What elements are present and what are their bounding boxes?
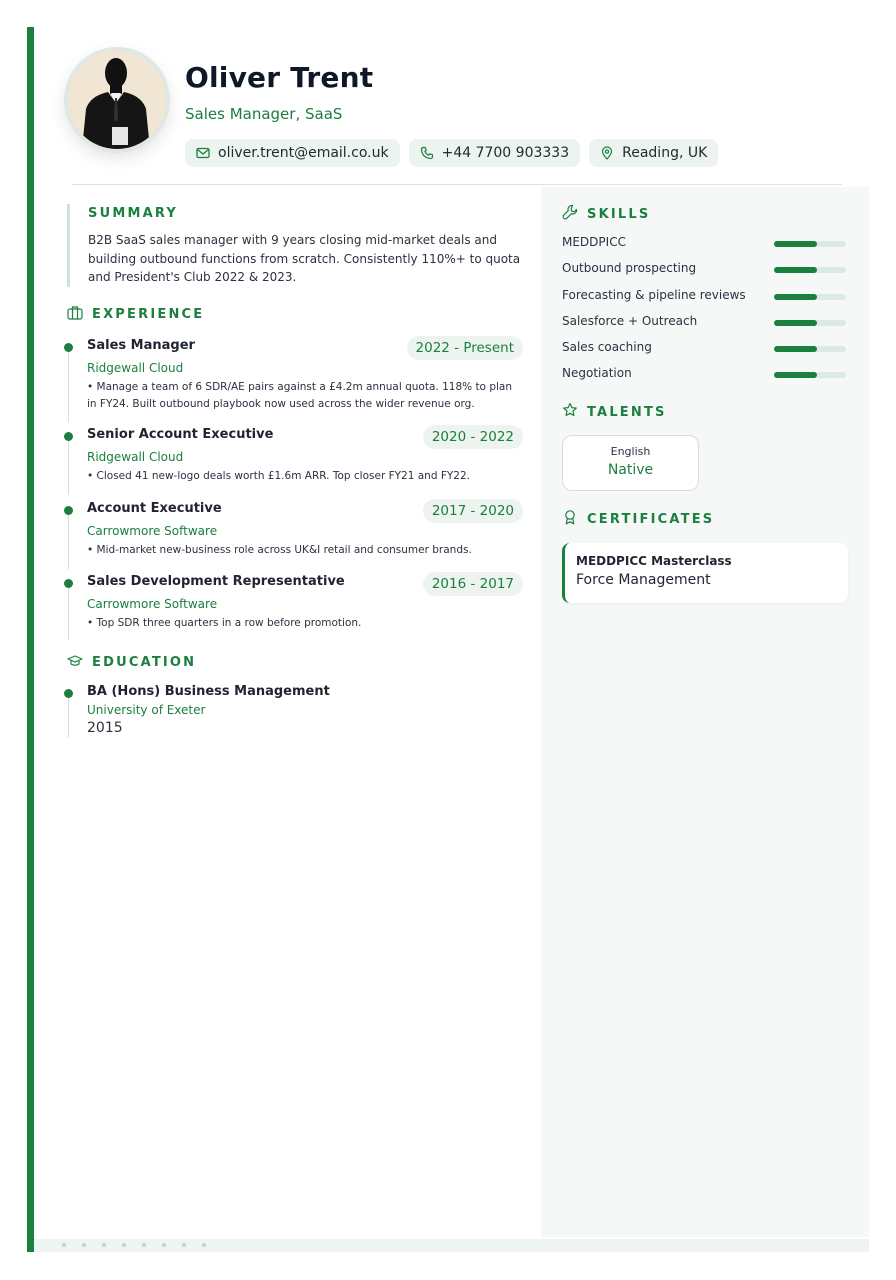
date-badge: 2022 - Present (407, 336, 523, 360)
language-level: Native (607, 462, 654, 478)
company-name: Ridgewall Cloud (87, 450, 184, 464)
mail-icon (196, 146, 210, 160)
skill-row (562, 314, 847, 340)
company-name: Ridgewall Cloud (87, 361, 184, 375)
degree-title: BA (Hons) Business Management (87, 684, 330, 699)
timeline-line (68, 511, 69, 569)
job-description: • Mid-market new-business role across UK&I retail and consumer brands. (87, 544, 472, 556)
skill-name: Outbound prospecting (562, 261, 697, 276)
phone-icon (420, 146, 434, 160)
job-role: Sales Manager, SaaS (185, 105, 343, 123)
skill-bar (774, 320, 846, 326)
skills-list (562, 235, 847, 393)
phone-text: +44 7700 903333 (441, 145, 570, 161)
timeline-dot (64, 432, 73, 441)
dot (102, 1243, 106, 1247)
school-name: University of Exeter (87, 703, 206, 717)
skill-name: MEDDPICC (562, 235, 626, 249)
dot (142, 1243, 146, 1247)
talents-heading (562, 402, 667, 422)
certificate-name: MEDDPICC Masterclass (576, 554, 732, 568)
timeline-dot (64, 579, 73, 588)
timeline-dot (64, 506, 73, 515)
job-title: Senior Account Executive (87, 427, 274, 442)
location-text: Reading, UK (622, 145, 708, 161)
skill-bar (774, 294, 846, 300)
education-timeline (63, 684, 523, 744)
education-title: EDUCATION (92, 655, 197, 670)
date-badge: 2016 - 2017 (423, 572, 523, 596)
skill-row (562, 340, 847, 366)
skill-bar (774, 267, 846, 273)
date-badge: 2017 - 2020 (423, 499, 523, 523)
job-description: • Top SDR three quarters in a row before promotion. (87, 617, 362, 629)
certificates-title: CERTIFICATES (587, 511, 715, 527)
dot (122, 1243, 126, 1247)
award-ribbon-icon (562, 509, 578, 529)
skill-bar-fill (774, 267, 817, 273)
timeline-dot (64, 343, 73, 352)
job-description: • Manage a team of 6 SDR/AE pairs against a £4.2m annual quota. 118% to plan in FY24. Built outbound playbook now used across the wider revenue org. (87, 381, 512, 410)
dot (202, 1243, 206, 1247)
header-divider (72, 184, 842, 185)
graduation-cap-icon (67, 653, 83, 672)
experience-title: EXPERIENCE (92, 307, 205, 322)
timeline-dot (64, 689, 73, 698)
skill-row (562, 366, 847, 392)
skill-bar (774, 241, 846, 247)
email-text: oliver.trent@email.co.uk (218, 145, 389, 161)
certificates-heading (562, 509, 714, 529)
briefcase-icon (67, 305, 83, 324)
language-name: English (610, 445, 651, 458)
certificate-issuer: Force Management (576, 572, 711, 588)
avatar (68, 51, 166, 149)
summary-heading: SUMMARY (88, 206, 178, 221)
dot (162, 1243, 166, 1247)
timeline-line (68, 584, 69, 640)
skill-row (562, 288, 847, 314)
experience-item (63, 338, 523, 427)
job-description: • Closed 41 new-logo deals worth £1.6m ARR. Top closer FY21 and FY22. (87, 470, 470, 482)
experience-heading (67, 305, 204, 324)
education-heading (67, 653, 196, 672)
experience-timeline (63, 338, 523, 640)
star-icon (562, 402, 578, 422)
certificate-card (562, 543, 848, 603)
dot (62, 1243, 66, 1247)
timeline-line (68, 437, 69, 495)
full-name: Oliver Trent (185, 61, 374, 94)
education-item (63, 684, 523, 744)
skill-row (562, 261, 847, 287)
company-name: Carrowmore Software (87, 597, 218, 611)
resume-page (27, 27, 869, 1252)
accent-bar (27, 27, 34, 1252)
skill-bar (774, 346, 846, 352)
skill-bar (774, 372, 846, 378)
skill-name: Sales coaching (562, 340, 652, 355)
skills-title: SKILLS (587, 206, 651, 222)
dot (182, 1243, 186, 1247)
graduation-year: 2015 (87, 720, 123, 736)
timeline-line (68, 694, 69, 738)
job-title: Sales Manager (87, 338, 195, 353)
summary-section (67, 204, 538, 287)
skill-name: Negotiation (562, 366, 632, 381)
avatar-ring (64, 47, 170, 153)
skill-bar-fill (774, 372, 817, 378)
skill-bar-fill (774, 294, 817, 300)
talents-title: TALENTS (587, 404, 667, 420)
skill-row (562, 235, 847, 261)
experience-item (63, 427, 523, 501)
date-badge: 2020 - 2022 (423, 425, 523, 449)
experience-item (63, 574, 523, 640)
skill-name: Forecasting & pipeline reviews (562, 287, 746, 302)
summary-text: B2B SaaS sales manager with 9 years closing mid-market deals and building outbound functions from scratch. Consistently 110%+ to quota and President's Club 2022 & 2023. (88, 233, 521, 285)
location-pin-icon (600, 146, 614, 160)
job-title: Account Executive (87, 501, 222, 516)
wrench-icon (562, 204, 578, 224)
skill-name: Salesforce + Outreach (562, 313, 698, 328)
dot (82, 1243, 86, 1247)
email-chip[interactable] (185, 139, 400, 167)
skills-heading (562, 204, 650, 224)
footer-dots (62, 1243, 206, 1247)
experience-item (63, 501, 523, 574)
skill-bar-fill (774, 241, 817, 247)
timeline-line (68, 348, 69, 422)
skill-bar-fill (774, 320, 817, 326)
contact-chips (185, 139, 718, 167)
job-title: Sales Development Representative (87, 574, 345, 589)
skill-bar-fill (774, 346, 817, 352)
phone-chip[interactable] (409, 139, 581, 167)
location-chip (589, 139, 718, 167)
company-name: Carrowmore Software (87, 524, 218, 538)
language-card (562, 435, 699, 491)
